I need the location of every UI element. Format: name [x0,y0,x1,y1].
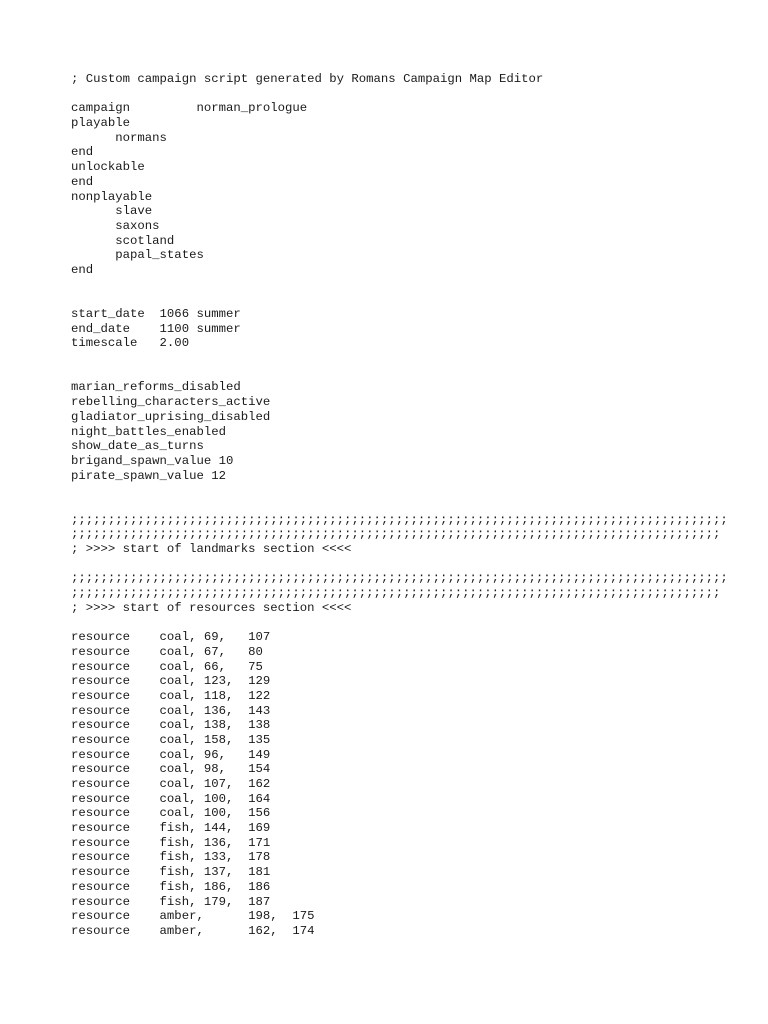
script-line: ;;;;;;;;;;;;;;;;;;;;;;;;;;;;;;;;;;;;;;;;;;;;;;;;;;;;;;;;;;;;;;;;;;;;;;;;;;;;;;;;;;;;;;;; [71,586,721,601]
script-line: resource coal, 118, 122 [71,688,271,703]
script-line: night_battles_enabled [71,424,226,439]
script-line: resource fish, 136, 171 [71,835,271,850]
script-line [71,366,728,381]
script-line [71,278,728,293]
script-line [71,498,728,513]
script-line [71,483,728,498]
script-line [71,87,728,102]
script-line: slave [71,204,153,219]
script-line [71,615,728,630]
script-line: playable [71,116,131,131]
script-line: ;;;;;;;;;;;;;;;;;;;;;;;;;;;;;;;;;;;;;;;;;;;;;;;;;;;;;;;;;;;;;;;;;;;;;;;;;;;;;;;;;;;;;;;;; [71,512,728,527]
script-line: resource coal, 67, 80 [71,644,263,659]
script-line: ; Custom campaign script generated by Romans Campaign Map Editor [71,72,544,86]
script-line: resource coal, 100, 156 [71,806,271,821]
script-line: nonplayable [71,189,153,204]
script-line: start_date 1066 summer [71,307,241,321]
script-line: resource fish, 186, 186 [71,879,271,894]
script-line: pirate_spawn_value 12 [71,468,226,483]
script-line: show_date_as_turns [71,439,204,454]
script-line: timescale 2.00 [71,336,190,351]
script-line: resource fish, 137, 181 [71,865,271,880]
script-line: normans [71,130,167,145]
script-line: end_date 1100 summer [71,321,241,336]
script-line [71,351,728,366]
script-line: saxons [71,218,160,233]
script-document [71,72,728,939]
script-line: resource fish, 179, 187 [71,894,271,909]
script-line: resource coal, 123, 129 [71,674,271,689]
script-line: ;;;;;;;;;;;;;;;;;;;;;;;;;;;;;;;;;;;;;;;;;;;;;;;;;;;;;;;;;;;;;;;;;;;;;;;;;;;;;;;;;;;;;;;;; [71,571,728,586]
script-line: papal_states [71,248,204,263]
script-line: unlockable [71,160,145,175]
script-line: resource coal, 158, 135 [71,732,271,747]
script-line: resource coal, 96, 149 [71,747,271,762]
script-line: end [71,145,94,160]
script-line: resource coal, 138, 138 [71,718,271,733]
script-line: resource coal, 100, 164 [71,791,271,806]
script-line: scotland [71,233,175,248]
script-line: gladiator_uprising_disabled [71,409,271,424]
script-line: resource amber, 162, 174 [71,923,315,938]
script-line: resource coal, 66, 75 [71,659,263,674]
script-line: resource amber, 198, 175 [71,909,315,924]
script-line: resource coal, 69, 107 [71,630,271,645]
script-line: resource coal, 136, 143 [71,703,271,718]
script-line: marian_reforms_disabled [71,380,241,395]
script-line: resource coal, 98, 154 [71,762,271,777]
script-line: resource coal, 107, 162 [71,777,271,791]
script-line [71,292,728,307]
script-line: campaign norman_prologue [71,101,308,116]
script-line: resource fish, 144, 169 [71,821,271,836]
script-line: end [71,262,94,277]
script-line: ; >>>> start of landmarks section <<<< [71,542,352,556]
script-line [71,557,728,572]
script-line: brigand_spawn_value 10 [71,453,234,468]
script-line: rebelling_characters_active [71,395,271,410]
script-line: resource fish, 133, 178 [71,850,271,865]
script-line: ;;;;;;;;;;;;;;;;;;;;;;;;;;;;;;;;;;;;;;;;;;;;;;;;;;;;;;;;;;;;;;;;;;;;;;;;;;;;;;;;;;;;;;;; [71,527,721,542]
script-line: end [71,174,94,189]
script-line: ; >>>> start of resources section <<<< [71,600,352,615]
